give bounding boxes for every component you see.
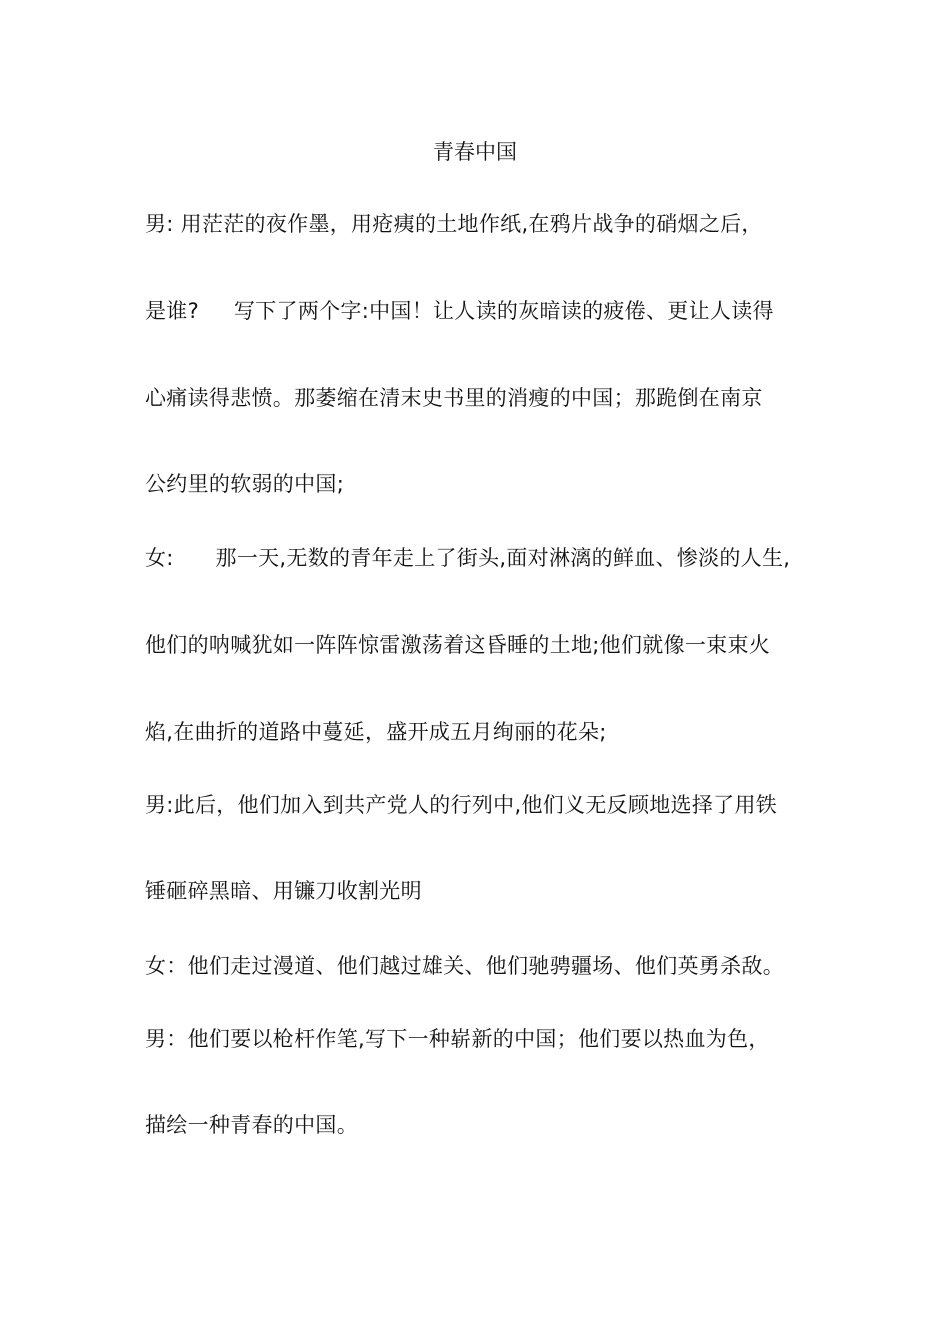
text-line: 男:此后，他们加入到共产党人的行列中,他们义无反顾地选择了用铁 [145,793,778,817]
text-line: 女: 那一天,无数的青年走上了街头,面对淋漓的鲜血、惨淡的人生, [145,546,791,570]
text-line: 女：他们走过漫道、他们越过雄关、他们驰骋疆场、他们英勇杀敌。 [145,954,784,978]
text-line: 锤砸碎黑暗、用镰刀收割光明 [145,879,422,903]
text-line: 男: 用茫茫的夜作墨，用疮痍的土地作纸,在鸦片战争的硝烟之后， [145,212,763,236]
text-line: 公约里的软弱的中国; [145,472,345,496]
text-line: 男：他们要以枪杆作笔,写下一种崭新的中国；他们要以热血为色， [145,1027,770,1051]
text-line: 焰,在曲折的道路中蔓延，盛开成五月绚丽的花朵; [145,720,607,744]
document-title: 青春中国 [433,140,517,164]
text-line: 描绘一种青春的中国。 [145,1113,358,1137]
text-line: 是谁? 写下了两个字:中国！让人读的灰暗读的疲倦、更让人读得 [145,299,774,323]
text-line: 心痛读得悲愤。那萎缩在清末史书里的消瘦的中国；那跪倒在南京 [145,386,763,410]
text-line: 他们的呐喊犹如一阵阵惊雷激荡着这昏睡的土地;他们就像一束束火 [145,633,771,657]
